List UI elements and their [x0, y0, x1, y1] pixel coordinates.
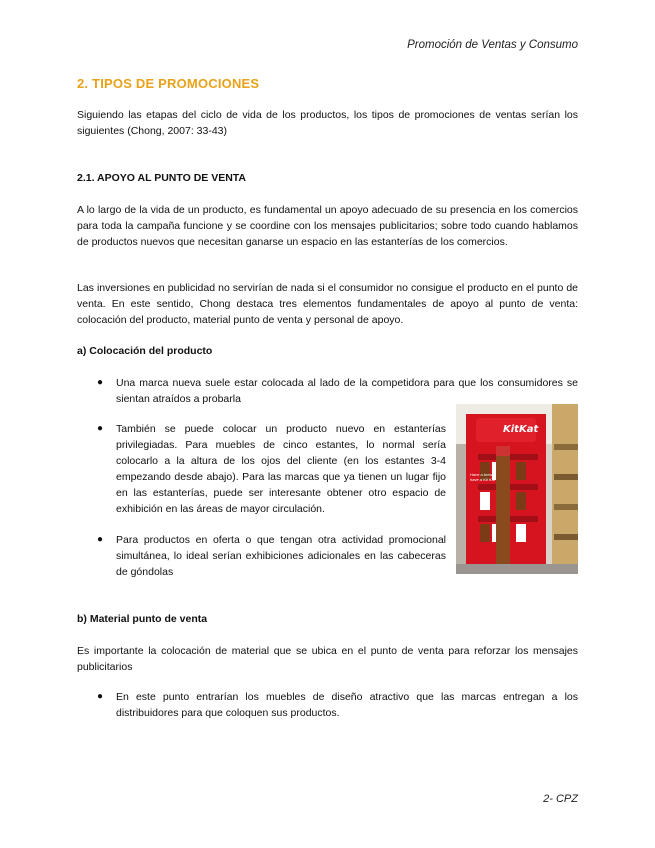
subsection-title: 2.1. APOYO AL PUNTO DE VENTA: [77, 172, 247, 184]
list-item-text: Para productos en oferta o que tengan otra actividad promocional simultánea, lo ideal serían exhibiciones adicionales en las cabeceras de góndolas: [116, 534, 446, 578]
list-item: [97, 532, 446, 580]
bullet-dot-icon: ●: [97, 377, 104, 388]
bullet-dot-icon: ●: [97, 691, 104, 702]
bullet-dot-icon: ●: [97, 423, 104, 434]
list-item-text: En este punto entrarían los muebles de diseño atractivo que las marcas entregan a los distribuidores para que coloquen sus productos.: [116, 691, 578, 719]
list-item-text: También se puede colocar un producto nuevo en estanterías privilegiadas. Para muebles de cinco estantes, lo normal sería colocarlo a la altura de los ojos del cliente (en los estantes 3-4 empezando desde abajo). Para las marcas que ya tienen un lugar fijo en las estanterías, puede ser interesante obtener otro espacio de exhibición en las áreas de mayor circulación.: [116, 423, 446, 515]
bullet-dot-icon: ●: [97, 534, 104, 545]
list-item-text: Una marca nueva suele estar colocada al lado de la competidora para que los consumidores se sientan atraídos a probarla: [116, 377, 578, 405]
section-title: 2. TIPOS DE PROMOCIONES: [77, 76, 260, 91]
intro-paragraph: Siguiendo las etapas del ciclo de vida de los productos, los tipos de promociones de ventas serían los siguientes (Chong, 2007: 33-43): [77, 109, 578, 137]
page-number: 2- CPZ: [543, 793, 578, 805]
list-item: [97, 689, 578, 721]
list-item: [97, 421, 446, 517]
part-b-paragraph: Es importante la colocación de material que se ubica en el punto de venta para reforzar los mensajes publicitarios: [77, 645, 578, 673]
photo-slogan: Have a break, have a Kit Kat: [470, 472, 495, 482]
brand-logo: KitKat: [503, 424, 539, 435]
running-header: Promoción de Ventas y Consumo: [407, 39, 578, 51]
part-b-title: b) Material punto de venta: [77, 613, 208, 625]
paragraph-2: Las inversiones en publicidad no servirían de nada si el consumidor no consigue el producto en el punto de venta. En este sentido, Chong destaca tres elementos fundamentales de apoyo al punto de venta: colocación del producto, material punto de venta y personal de apoyo.: [77, 282, 578, 326]
paragraph-1: A lo largo de la vida de un producto, es fundamental un apoyo adecuado de su presencia en los comercios para toda la campaña funcione y se coordine con los mensajes publicitarios; sobre todo cuando hablamos de productos nuevos que necesitan ganarse un espacio en las estanterías de los comercios.: [77, 204, 578, 248]
part-a-title: a) Colocación del producto: [77, 345, 213, 357]
kitkat-display-photo: [456, 404, 578, 574]
list-item: [97, 375, 578, 407]
